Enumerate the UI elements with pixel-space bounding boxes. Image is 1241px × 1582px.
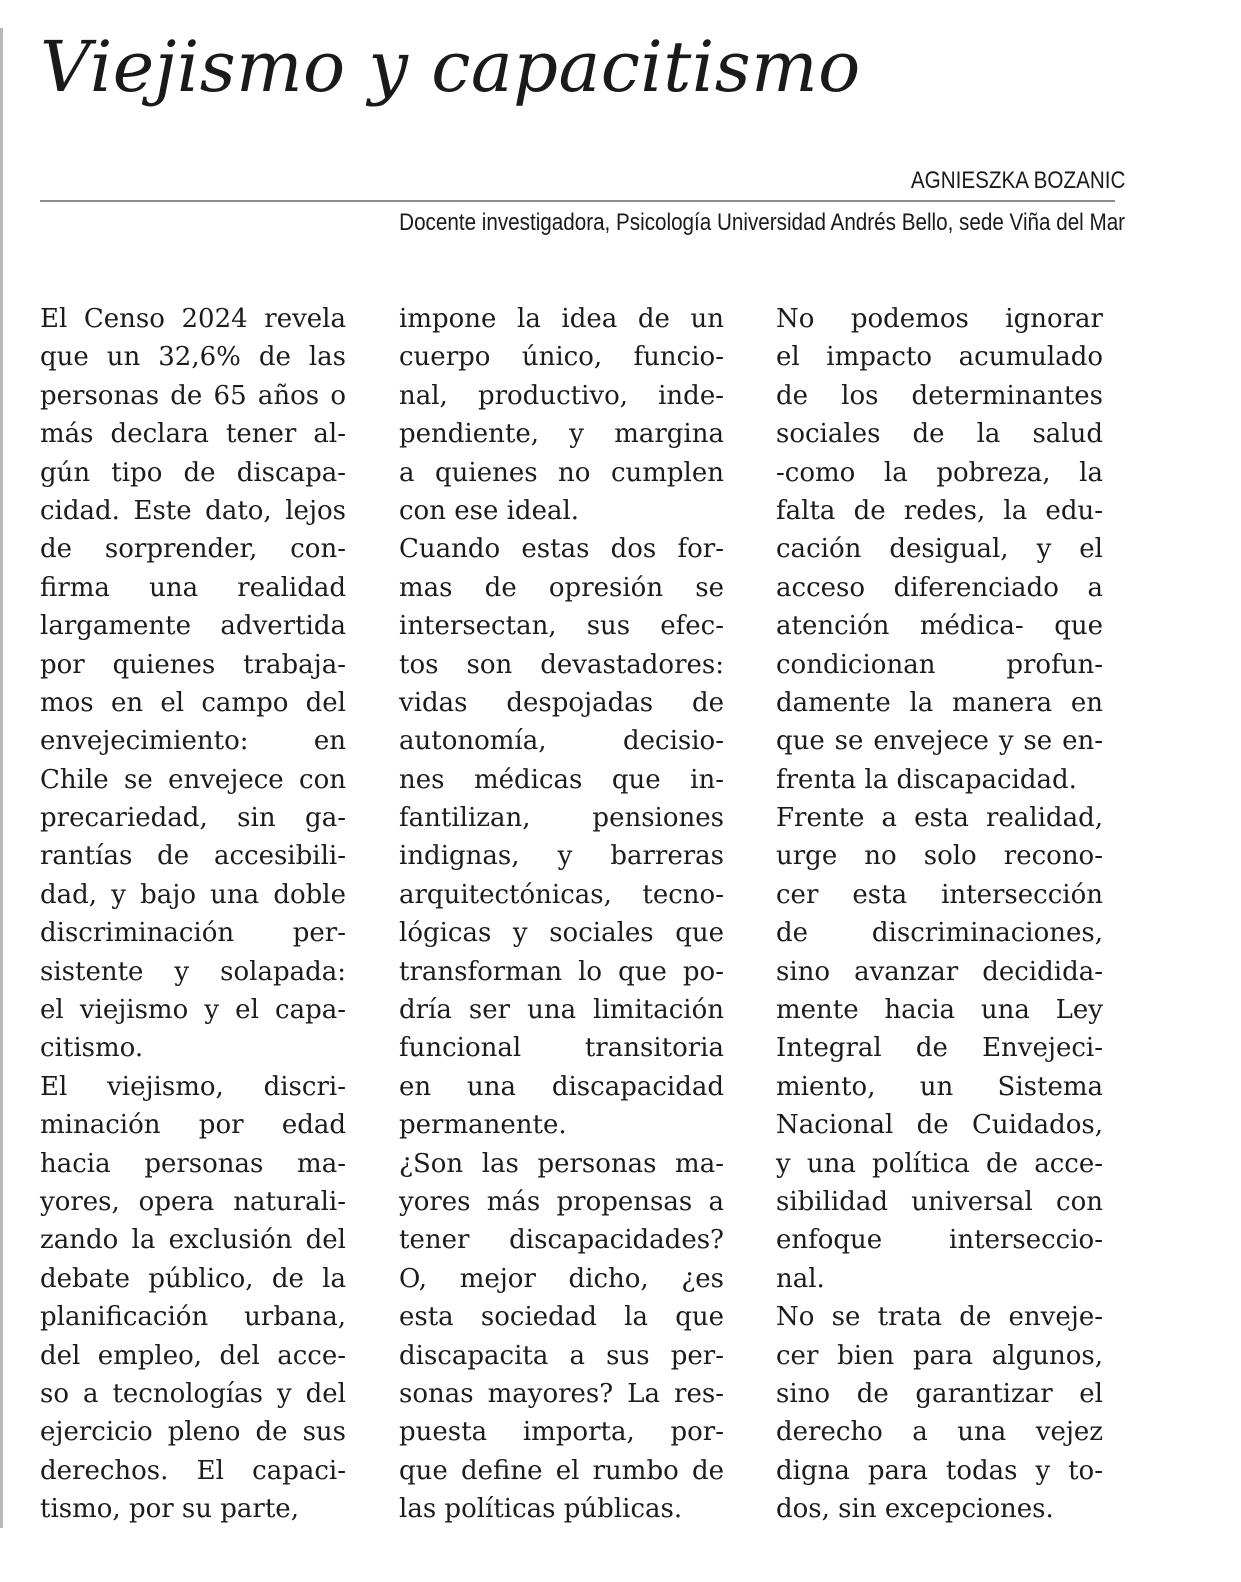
- column-1-line: de sorprender, con-: [40, 534, 346, 565]
- column-3-line: de discriminaciones,: [776, 918, 1103, 949]
- column-1-line: el viejismo y el capa-: [40, 995, 346, 1026]
- column-2-line: indignas, y barreras: [399, 841, 724, 872]
- column-3-line: condicionan profun-: [776, 649, 1103, 680]
- column-2-line: ¿Son las personas ma-: [399, 1148, 724, 1179]
- column-1-line: mos en el campo del: [40, 687, 346, 718]
- column-1-line: largamente advertida: [40, 611, 346, 642]
- column-2-line: en una discapacidad: [399, 1071, 724, 1102]
- column-3-line: de los determinantes: [776, 380, 1103, 411]
- column-1-line: dad, y bajo una doble: [40, 879, 346, 910]
- column-1-line: minación por edad: [40, 1110, 346, 1141]
- column-3-line: mente hacia una Ley: [776, 995, 1103, 1026]
- column-2-line: O, mejor dicho, ¿es: [399, 1263, 724, 1294]
- column-1-line: rantías de accesibili-: [40, 841, 346, 872]
- column-1-line: envejecimiento: en: [40, 726, 346, 757]
- article-column-2: [399, 300, 724, 1529]
- column-1-line: El Censo 2024 revela: [40, 304, 346, 334]
- column-3-line: sibilidad universal con: [776, 1186, 1103, 1217]
- column-3-line: sino avanzar decidida-: [776, 956, 1103, 987]
- column-1-line: hacia personas ma-: [40, 1148, 346, 1179]
- column-1-line: precariedad, sin ga-: [40, 803, 346, 834]
- column-3-line: Integral de Envejeci-: [776, 1033, 1103, 1064]
- column-1-line: tismo, por su parte,: [40, 1494, 299, 1525]
- article-title: Viejismo y capacitismo: [40, 26, 861, 108]
- column-2-line: lógicas y sociales que: [399, 918, 724, 949]
- column-1-line: so a tecnologías y del: [40, 1378, 346, 1409]
- column-1-line: cidad. Este dato, lejos: [40, 495, 346, 526]
- column-2-line: vidas despojadas de: [399, 687, 724, 718]
- column-1-line: sistente y solapada:: [40, 956, 346, 987]
- column-3-line: atención médica- que: [776, 611, 1103, 642]
- column-2-line: sonas mayores? La res-: [399, 1378, 724, 1409]
- column-1-line: por quienes trabaja-: [40, 649, 346, 680]
- column-2-line: que define el rumbo de: [399, 1455, 724, 1486]
- column-3-line: cer bien para algunos,: [776, 1340, 1103, 1371]
- column-1-line: ejercicio pleno de sus: [40, 1417, 346, 1448]
- column-1-line: zando la exclusión del: [40, 1225, 346, 1256]
- column-2-line: cuerpo único, funcio-: [399, 342, 724, 373]
- column-2-line: tos son devastadores:: [399, 649, 724, 680]
- column-3-line: damente la manera en: [776, 687, 1103, 718]
- column-2-line: discapacita a sus per-: [399, 1340, 724, 1371]
- author-name: AGNIESZKA BOZANIC: [910, 167, 1125, 194]
- column-1-line: El viejismo, discri-: [40, 1071, 346, 1102]
- column-2-line: arquitectónicas, tecno-: [399, 879, 724, 910]
- column-2-line: tener discapacidades?: [399, 1225, 724, 1256]
- column-3-line: derecho a una vejez: [776, 1417, 1103, 1448]
- column-1-line: del empleo, del acce-: [40, 1340, 346, 1371]
- column-2-line: esta sociedad la que: [399, 1302, 724, 1333]
- column-2-line: nal, productivo, inde-: [399, 380, 724, 411]
- column-3-line: nal.: [776, 1263, 825, 1294]
- article-column-3: [776, 300, 1103, 1529]
- column-3-line: Frente a esta realidad,: [776, 803, 1103, 834]
- column-2-line: permanente.: [399, 1110, 567, 1141]
- column-1-line: debate público, de la: [40, 1263, 346, 1294]
- column-2-line: autonomía, decisio-: [399, 726, 724, 757]
- column-2-line: a quienes no cumplen: [399, 457, 724, 488]
- column-2-line: pendiente, y margina: [399, 419, 724, 450]
- column-3-line: cer esta intersección: [776, 879, 1103, 910]
- column-1-line: derechos. El capaci-: [40, 1455, 346, 1486]
- column-2-line: intersectan, sus efec-: [399, 611, 724, 642]
- column-1-line: que un 32,6% de las: [40, 342, 346, 373]
- column-2-line: con ese ideal.: [399, 495, 580, 526]
- column-3-line: urge no solo recono-: [776, 841, 1103, 872]
- author-affiliation: Docente investigadora, Psicología Universidad Andrés Bello, sede Viña del Mar: [399, 209, 1125, 236]
- column-2-line: puesta importa, por-: [399, 1417, 724, 1448]
- column-1-line: Chile se envejece con: [40, 764, 346, 795]
- column-3-line: enfoque interseccio-: [776, 1225, 1103, 1256]
- column-2-line: las políticas públicas.: [399, 1494, 683, 1525]
- column-2-line: fantilizan, pensiones: [399, 803, 724, 834]
- column-3-line: sino de garantizar el: [776, 1378, 1103, 1409]
- column-3-line: que se envejece y se en-: [776, 726, 1103, 757]
- column-1-line: firma una realidad: [40, 572, 346, 603]
- column-1-line: más declara tener al-: [40, 419, 346, 450]
- column-2-line: dría ser una limitación: [399, 995, 724, 1026]
- column-2-line: transforman lo que po-: [399, 956, 724, 987]
- column-1-line: personas de 65 años o: [40, 380, 346, 411]
- column-3-line: el impacto acumulado: [776, 342, 1103, 373]
- column-2-line: Cuando estas dos for-: [399, 534, 724, 565]
- article-column-1: [40, 300, 346, 1529]
- byline-divider: [40, 200, 1115, 202]
- column-2-line: yores más propensas a: [399, 1186, 724, 1217]
- column-3-line: No se trata de enveje-: [776, 1302, 1103, 1333]
- column-1-line: yores, opera naturali-: [40, 1186, 346, 1217]
- left-margin-rule: [0, 28, 3, 1528]
- column-3-line: Nacional de Cuidados,: [776, 1110, 1103, 1141]
- column-1-line: discriminación per-: [40, 918, 346, 949]
- column-2-line: mas de opresión se: [399, 572, 724, 603]
- column-3-line: miento, un Sistema: [776, 1071, 1103, 1102]
- column-3-line: digna para todas y to-: [776, 1455, 1103, 1486]
- column-2-line: nes médicas que in-: [399, 764, 724, 795]
- column-1-line: planificación urbana,: [40, 1302, 346, 1333]
- column-2-line: impone la idea de un: [399, 304, 724, 334]
- column-3-line: No podemos ignorar: [776, 304, 1103, 334]
- column-1-line: citismo.: [40, 1033, 144, 1064]
- column-3-line: dos, sin excepciones.: [776, 1494, 1054, 1525]
- column-3-line: frenta la discapacidad.: [776, 764, 1077, 795]
- column-3-line: cación desigual, y el: [776, 534, 1103, 565]
- column-3-line: falta de redes, la edu-: [776, 495, 1103, 526]
- column-3-line: y una política de acce-: [776, 1148, 1103, 1179]
- column-3-line: acceso diferenciado a: [776, 572, 1103, 603]
- column-2-line: funcional transitoria: [399, 1033, 724, 1064]
- column-3-line: sociales de la salud: [776, 419, 1103, 450]
- column-1-line: gún tipo de discapa-: [40, 457, 346, 488]
- column-3-line: -como la pobreza, la: [776, 457, 1103, 488]
